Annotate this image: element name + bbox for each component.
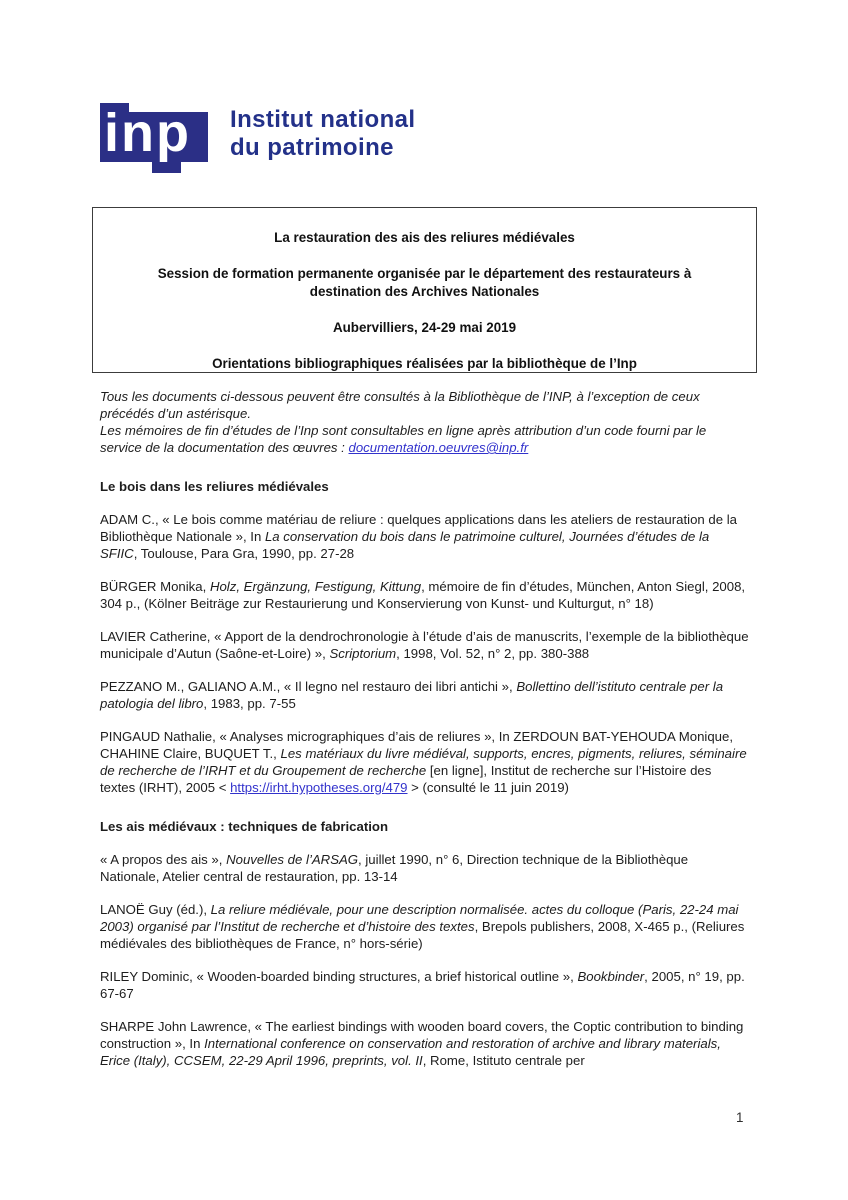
entry-text: PINGAUD Nathalie, « Analyses micrographiques d’ais de reliures », In ZERDOUN BAT-YEHOUDA Monique, CHAHINE Claire, BUQUET T., bbox=[100, 729, 734, 761]
course-title: La restauration des ais des reliures médiévales bbox=[274, 230, 575, 245]
entry-italic-text: International conference on conservation and restoration of archive and library materials, Erice (Italy), CCSEM, 22-29 April 1996, preprints, vol. II bbox=[100, 1036, 721, 1068]
bibliography-entry bbox=[100, 851, 750, 885]
bibliography-entry bbox=[100, 678, 750, 712]
course-credit: Orientations bibliographiques réalisées par la bibliothèque de l’Inp bbox=[212, 356, 637, 371]
entry-italic-text: Scriptorium bbox=[329, 646, 397, 661]
entry-italic-text: Bookbinder bbox=[577, 969, 645, 984]
entry-text: LAVIER Catherine, « Apport de la dendrochronologie à l’étude d’ais de manuscrits, l’exemple de la bibliothèque municipale d’Autun (Saône-et-Loire) », bbox=[100, 629, 749, 661]
entry-text: , juillet 1990, n° 6, Direction technique de la Bibliothèque Nationale, Atelier central de restauration, pp. 13-14 bbox=[100, 852, 689, 884]
bibliography-entry bbox=[100, 728, 750, 796]
entry-text: SHARPE John Lawrence, « The earliest bindings with wooden board covers, the Coptic contribution to binding construction », In bbox=[100, 1019, 744, 1051]
logo-org-name bbox=[230, 106, 415, 162]
logo-org-name-line1: Institut national bbox=[230, 106, 416, 133]
entry-text: , Brepols publishers, 2008, X-465 p., (Reliures médiévales des bibliothèques de France, n° hors-série) bbox=[100, 919, 745, 951]
entry-text: , mémoire de fin d’études, München, Anton Siegl, 2008, 304 p., (Kölner Beiträge zur Restaurierung und Konservierung von Kunst- und Kulturgut, n° 18) bbox=[100, 579, 746, 611]
entry-italic-text: Bollettino dell’istituto centrale per la patologia del libro bbox=[100, 679, 724, 711]
entry-text: , 1983, pp. 7-55 bbox=[203, 696, 296, 711]
entry-italic-text: La reliure médiévale, pour une description normalisée. actes du colloque (Paris, 22-24 mai 2003) organisé par l’Institut de recherche et d’histoire des textes bbox=[100, 902, 739, 934]
entry-text: BÜRGER Monika, bbox=[100, 579, 210, 594]
bibliography-entry bbox=[100, 968, 750, 1002]
course-header-box bbox=[92, 207, 757, 373]
entry-text: LANOË Guy (éd.), bbox=[100, 902, 211, 917]
entry-link[interactable]: https://irht.hypotheses.org/479 bbox=[230, 780, 408, 795]
section-heading: Le bois dans les reliures médiévales bbox=[100, 479, 329, 494]
entry-italic-text: Nouvelles de l’ARSAG bbox=[226, 852, 359, 867]
entry-text: > (consulté le 11 juin 2019) bbox=[407, 780, 569, 795]
entry-text: [en ligne], Institut de recherche sur l’Histoire des textes (IRHT), 2005 < bbox=[100, 763, 712, 795]
entry-text: , 2005, n° 19, pp. 67-67 bbox=[100, 969, 745, 1001]
intro-note-line1: Tous les documents ci-dessous peuvent être consultés à la Bibliothèque de l’INP, à l’exception de ceux précédés d’un astérisque. bbox=[100, 389, 700, 421]
entry-text: , 1998, Vol. 52, n° 2, pp. 380-388 bbox=[396, 646, 590, 661]
inp-logo bbox=[100, 100, 580, 185]
entry-text: PEZZANO M., GALIANO A.M., « Il legno nel restauro dei libri antichi », bbox=[100, 679, 517, 694]
bibliography-entry bbox=[100, 901, 750, 952]
bibliography-entry bbox=[100, 628, 750, 662]
entry-text: , Rome, Istituto centrale per bbox=[422, 1053, 585, 1068]
logo-org-name-line2: du patrimoine bbox=[230, 134, 394, 161]
intro-note bbox=[100, 388, 750, 456]
bibliography-entry bbox=[100, 578, 750, 612]
bibliography bbox=[100, 478, 750, 1069]
entry-italic-text: Les matériaux du livre médiéval, supports, encres, pigments, reliures, séminaire de recherche de l’IRHT et du Groupement de recherche bbox=[100, 746, 747, 778]
section-heading: Les ais médiévaux : techniques de fabrication bbox=[100, 819, 389, 834]
entry-text: « A propos des ais », bbox=[100, 852, 227, 867]
bibliography-entry bbox=[100, 511, 750, 562]
intro-note-line2: Les mémoires de fin d’études de l’Inp sont consultables en ligne après attribution d’un code fourni par le service de la documentation des œuvres : bbox=[100, 423, 707, 455]
entry-italic-text: La conservation du bois dans le patrimoine culturel, Journées d’études de la SFIIC bbox=[100, 529, 710, 561]
course-location-date: Aubervilliers, 24-29 mai 2019 bbox=[332, 320, 517, 335]
entry-italic-text: Holz, Ergänzung, Festigung, Kittung bbox=[209, 579, 422, 594]
entry-text: ADAM C., « Le bois comme matériau de reliure : quelques applications dans les ateliers de restauration de la Bibliothèque Nationale », In bbox=[100, 512, 737, 544]
bibliography-entry bbox=[100, 1018, 750, 1069]
entry-text: , Toulouse, Para Gra, 1990, pp. 27-28 bbox=[133, 546, 355, 561]
page-number: 1 bbox=[736, 1110, 744, 1125]
email-link[interactable]: documentation.oeuvres@inp.fr bbox=[348, 440, 529, 455]
course-session: Session de formation permanente organisée par le département des restaurateurs à destination des Archives Nationales bbox=[157, 266, 692, 299]
document-body bbox=[100, 388, 750, 1085]
logo-acronym: inp bbox=[104, 103, 191, 163]
entry-text: RILEY Dominic, « Wooden-boarded binding structures, a brief historical outline », bbox=[100, 969, 578, 984]
